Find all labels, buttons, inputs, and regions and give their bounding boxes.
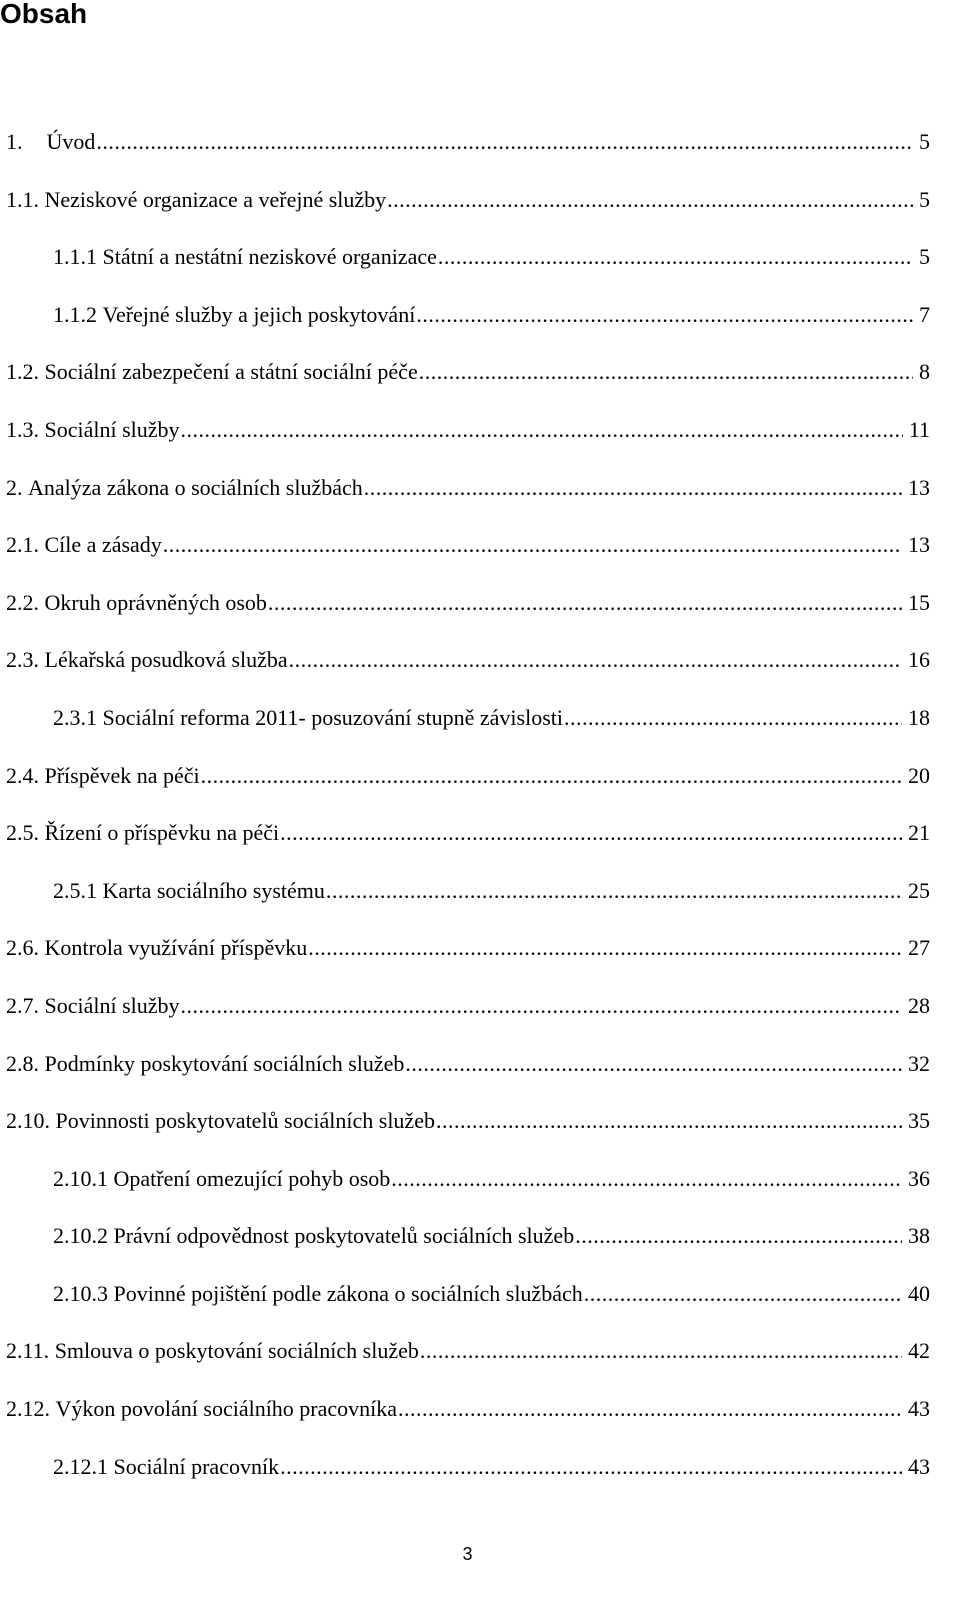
toc-dot-leader [387,180,913,220]
toc-entry-line [53,237,930,277]
toc-entry-page: 7 [919,301,930,327]
toc-entry-number: 1.1. [6,186,39,212]
toc-entry-title: Okruh oprávněných osob [44,589,267,615]
toc-entry[interactable] [0,1101,960,1159]
toc-entry[interactable] [0,1274,960,1332]
toc-dot-leader [326,871,902,911]
toc-entry-page: 43 [908,1453,930,1479]
toc-entry-title: Karta sociálního systému [102,877,325,903]
toc-entry-number: 1.1.1 [53,244,97,270]
toc-entry-title: Úvod [46,129,96,154]
toc-entry-title: Neziskové organizace a veřejné služby [44,186,387,212]
toc-entry-number: 2. [6,474,23,500]
toc-entry-title: Opatření omezující pohyb osob [113,1165,391,1191]
toc-entry[interactable] [0,1044,960,1102]
toc-entry-page: 40 [908,1280,930,1306]
toc-dot-leader [364,468,902,508]
toc-entry[interactable] [0,352,960,410]
toc-entry-number: 2.10.2 [53,1223,108,1249]
toc-entry-line [53,295,930,335]
toc-entry-line [6,928,930,968]
toc-entry-number: 2.12. [6,1396,50,1422]
toc-entry-line [6,525,930,565]
toc-entry-page: 5 [919,186,930,212]
toc-dot-leader [163,525,902,565]
toc-entry[interactable] [0,180,960,238]
toc-entry-title: Kontrola využívání příspěvku [44,935,308,961]
toc-entry[interactable] [0,640,960,698]
toc-entry[interactable] [0,698,960,756]
toc-dot-leader [564,698,902,738]
toc-entry[interactable] [0,1331,960,1389]
toc-entry-page: 25 [908,877,930,903]
toc-entry[interactable] [0,295,960,353]
toc-entry-page: 5 [919,244,930,270]
toc-entry-line [6,756,930,796]
toc-entry-page: 32 [908,1050,930,1076]
toc-entry-line [6,1044,930,1084]
toc-entry-line [6,813,930,853]
toc-dot-leader [280,1447,902,1487]
toc-entry-number: 2.2. [6,589,39,615]
toc-entry-number: 2.3. [6,647,39,673]
toc-entry-line [6,352,930,392]
toc-entry-title: Sociální služby [44,992,180,1018]
toc-entry-line [53,698,930,738]
toc-entry-page: 16 [908,647,930,673]
toc-entry-title: Analýza zákona o sociálních službách [28,474,363,500]
toc-entry-page: 5 [919,129,930,154]
toc-dot-leader [436,1101,902,1141]
toc-entry-line [53,1216,930,1256]
toc-entry-title: Sociální zabezpečení a státní sociální péče [44,359,418,385]
toc-entry-line [53,871,930,911]
toc-entry[interactable] [0,986,960,1044]
toc-dot-leader [201,756,902,796]
toc-dot-leader [391,1159,902,1199]
toc-entry-number: 1.3. [6,416,39,442]
toc-entry-page: 21 [908,820,930,846]
toc-entry[interactable] [0,583,960,641]
toc-entry-line [6,122,930,162]
toc-entry-line [6,1331,930,1371]
toc-entry-number: 2.3.1 [53,704,97,730]
toc-entry[interactable] [0,928,960,986]
toc-entry[interactable] [0,237,960,295]
toc-entry[interactable] [0,1216,960,1274]
toc-entry-number: 2.4. [6,762,39,788]
toc-entry-number: 2.10.1 [53,1165,108,1191]
toc-entry-title: Cíle a zásady [44,532,162,558]
toc-entry-line [53,1274,930,1314]
toc-entry-line [6,180,930,220]
toc-entry-number: 1.1.2 [53,301,97,327]
toc-entry[interactable] [0,1447,960,1505]
toc-dot-leader [181,986,902,1026]
toc-dot-leader [289,640,902,680]
toc-dot-leader [181,410,903,450]
toc-entry-title: Sociální služby [44,416,180,442]
toc-entry-page: 13 [908,474,930,500]
toc-entry-title: Sociální reforma 2011- posuzování stupně závislosti [102,704,563,730]
toc-entry-page: 27 [908,935,930,961]
toc-entry-title: Sociální pracovník [113,1453,280,1479]
toc-entry-line [53,1159,930,1199]
toc-entry[interactable] [0,525,960,583]
toc-entry-title: Povinnosti poskytovatelů sociálních služeb [55,1108,435,1134]
toc-entry-number: 2.5.1 [53,877,97,903]
toc-dot-leader [308,928,902,968]
toc-entry[interactable] [0,1159,960,1217]
toc-entry-number: 2.6. [6,935,39,961]
toc-entry-line [6,1389,930,1429]
toc-entry-page: 35 [908,1108,930,1134]
toc-entry-line [53,1447,930,1487]
page-number: 3 [462,1544,473,1564]
toc-entry[interactable] [0,410,960,468]
toc-entry-title: Lékařská posudková služba [44,647,288,673]
toc-dot-leader [438,237,913,277]
toc-entry-line [6,640,930,680]
toc-entry-page: 8 [919,359,930,385]
toc-entry-title: Podmínky poskytování sociálních služeb [44,1050,405,1076]
toc-entry-number: 2.12.1 [53,1453,108,1479]
toc-entry-page: 11 [908,416,930,442]
toc-dot-leader [584,1274,902,1314]
toc-entry-number: 1.2. [6,359,39,385]
toc-dot-leader [268,583,902,623]
toc-dot-leader [405,1044,902,1084]
toc-entry-number: 2.11. [6,1338,50,1364]
toc-entry-number: 2.7. [6,992,39,1018]
toc-dot-leader [398,1389,902,1429]
toc-entry[interactable] [0,756,960,814]
toc-entry-page: 38 [908,1223,930,1249]
toc-entry-number: 2.8. [6,1050,39,1076]
toc-dot-leader [419,352,913,392]
toc-entry-number: 2.5. [6,820,39,846]
toc-entry-title: Státní a nestátní neziskové organizace [102,244,437,270]
toc-entry-title: Řízení o příspěvku na péči [44,820,280,846]
toc-entry-page: 43 [908,1396,930,1422]
toc-entry-line [6,1101,930,1141]
toc-entry-title: Právní odpovědnost poskytovatelů sociálních služeb [113,1223,575,1249]
toc-entry-page: 42 [908,1338,930,1364]
toc-dot-leader [420,1331,902,1371]
toc-entry-number: 2.1. [6,532,39,558]
toc-entry-number: 2.10. [6,1108,50,1134]
toc-entry-page: 18 [908,704,930,730]
toc-entry-page: 20 [908,762,930,788]
toc-entry-title: Výkon povolání sociálního pracovníka [55,1396,398,1422]
toc-entry-page: 28 [908,992,930,1018]
toc-dot-leader [575,1216,902,1256]
toc-entry-line [6,986,930,1026]
toc-heading: Obsah [0,0,88,29]
toc-entry-title: Příspěvek na péči [44,762,200,788]
toc-entry-title: Smlouva o poskytování sociálních služeb [54,1338,419,1364]
toc-entry-title: Povinné pojištění podle zákona o sociálních službách [113,1280,583,1306]
toc-entry[interactable] [0,122,960,180]
toc-entry-number: 1. [6,129,23,154]
toc-entry[interactable] [0,468,960,526]
toc-entry-page: 15 [908,589,930,615]
toc-entry-page: 36 [908,1165,930,1191]
toc-entry-number: 2.10.3 [53,1280,108,1306]
toc-entry[interactable] [0,813,960,871]
toc-entry-page: 13 [908,532,930,558]
toc-dot-leader [280,813,902,853]
toc-dot-leader [416,295,913,335]
toc-dot-leader [96,122,913,162]
toc-entry[interactable] [0,1389,960,1447]
toc-entry-line [6,583,930,623]
table-of-contents [0,122,960,1504]
toc-entry-title: Veřejné služby a jejich poskytování [102,301,416,327]
toc-entry-line [6,468,930,508]
toc-entry-line [6,410,930,450]
toc-entry[interactable] [0,871,960,929]
